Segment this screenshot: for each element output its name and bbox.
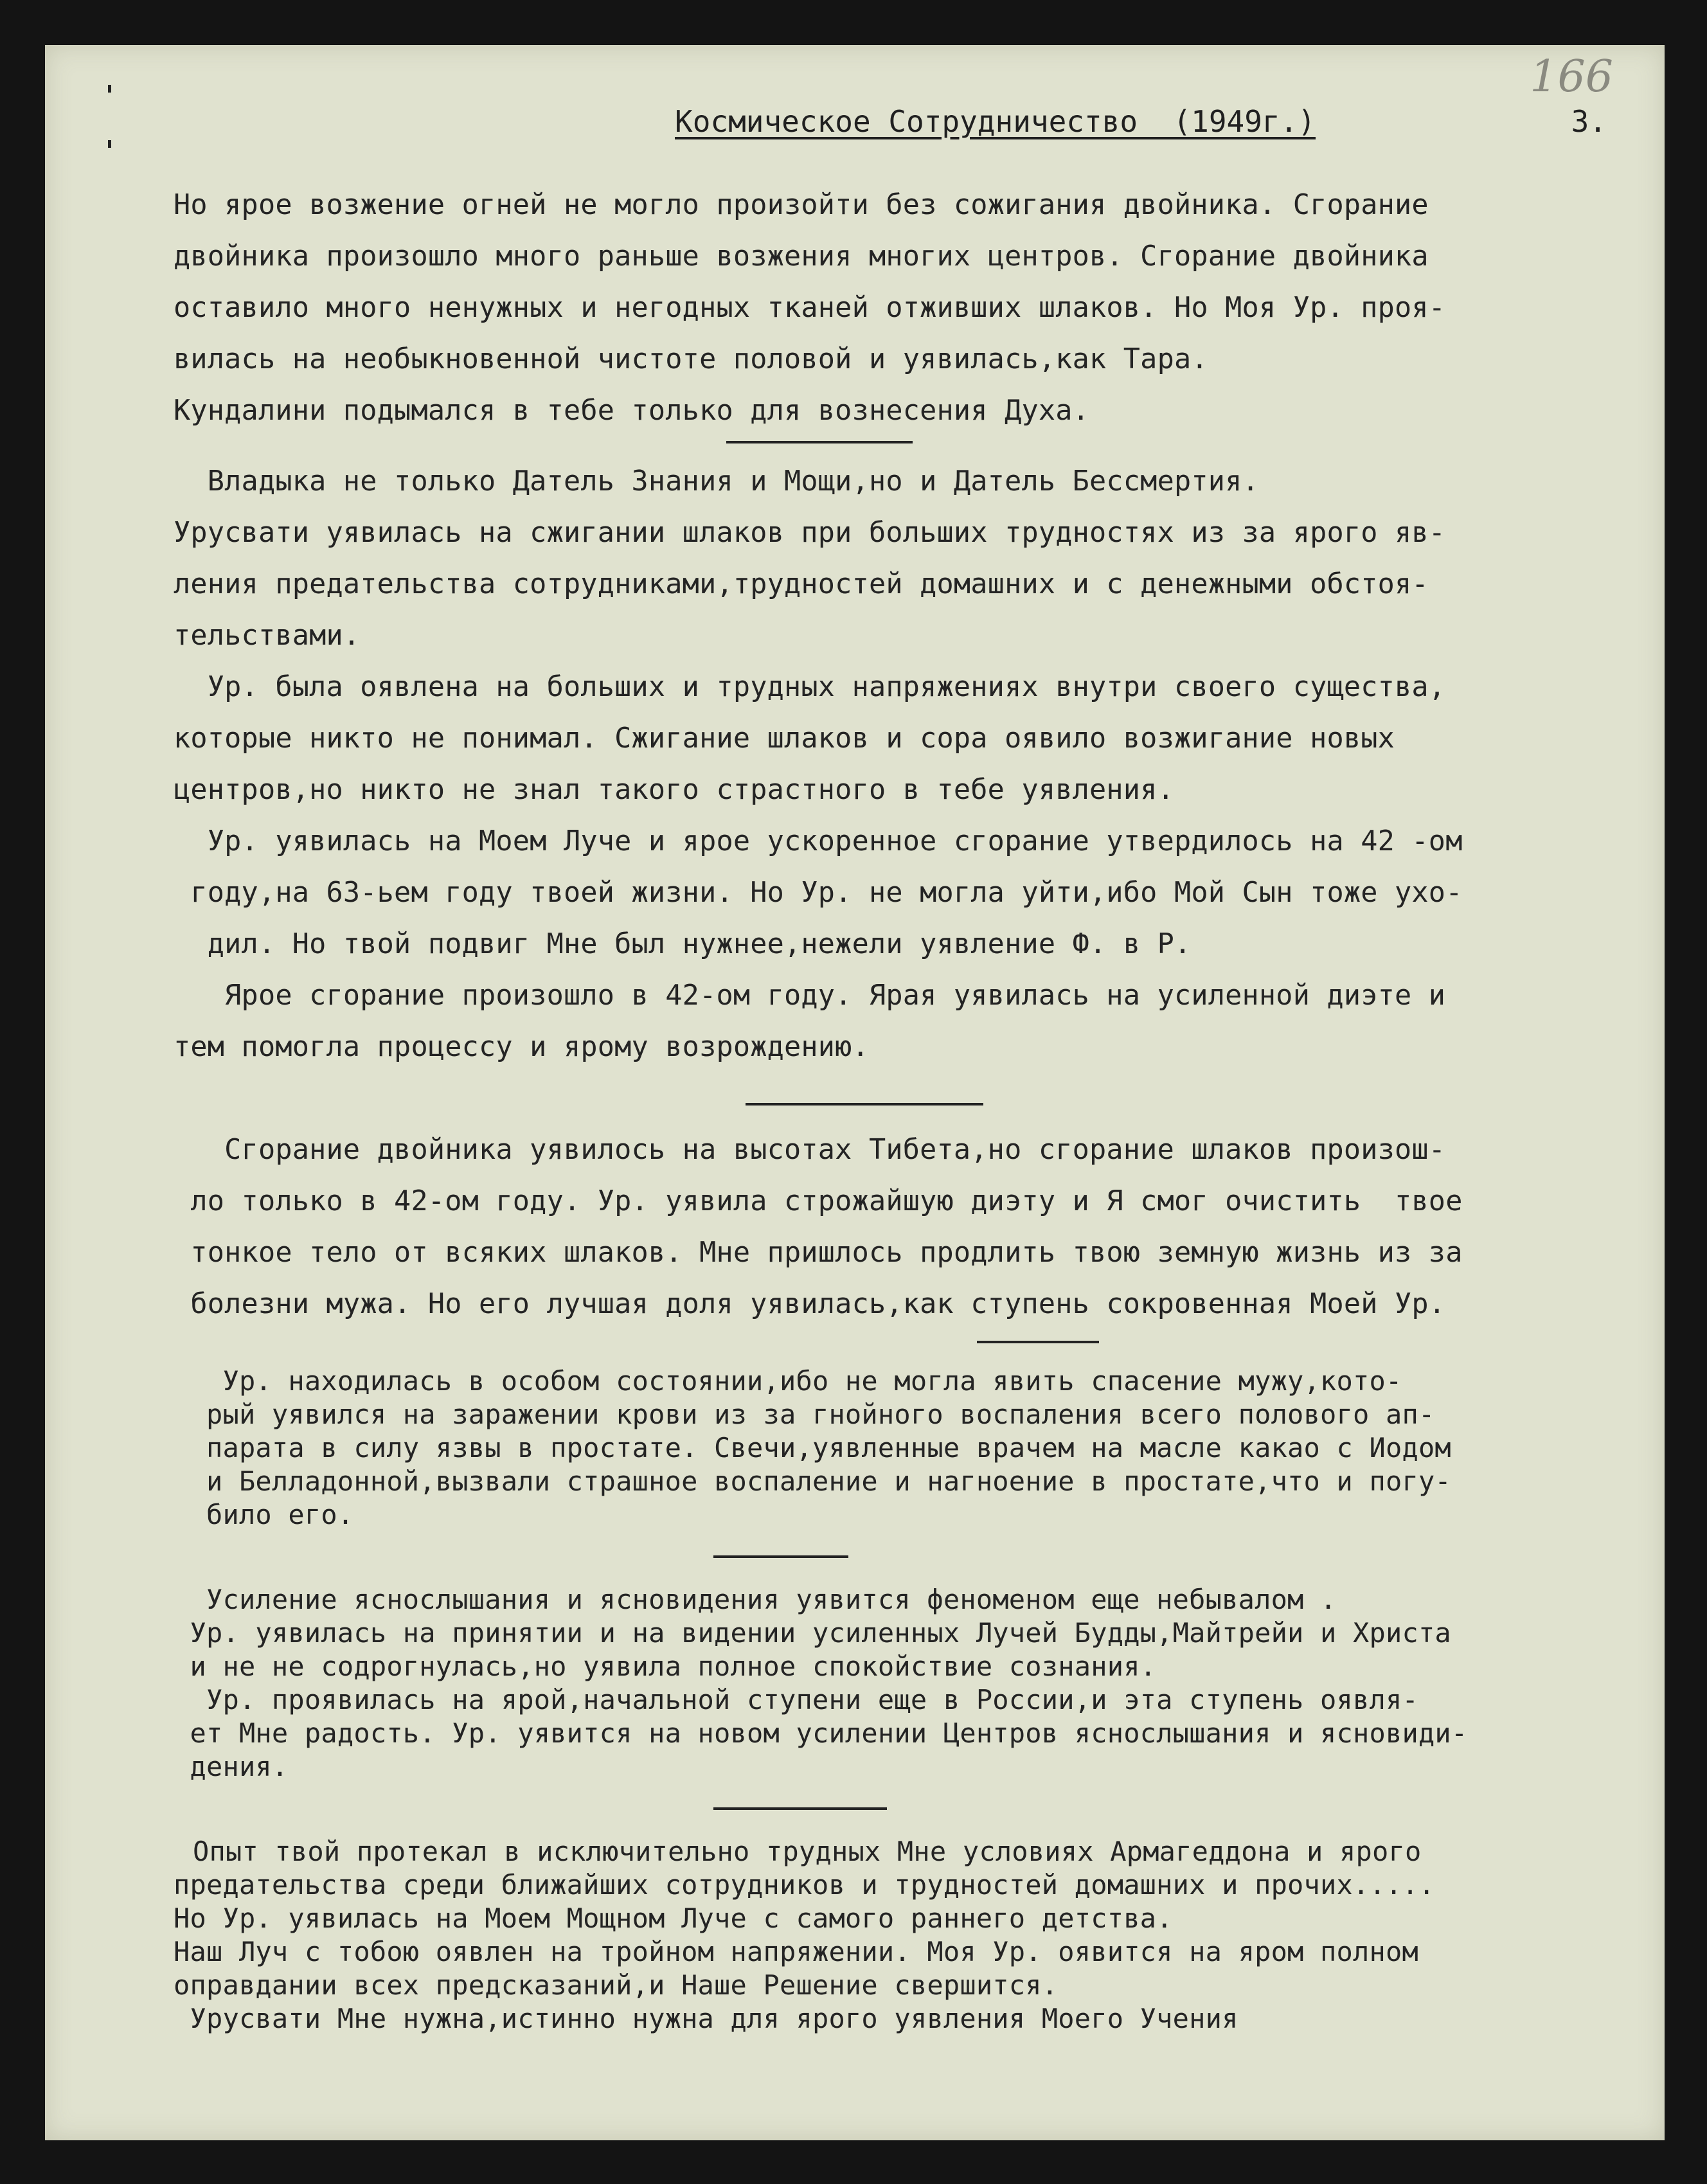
- text-line: Усиление яснослышания и ясновидения уявится феноменом еще небывалом .: [174, 1584, 1337, 1615]
- text-line: тем помогла процессу и ярому возрождению.: [174, 1031, 869, 1063]
- text-line: Владыка не только Датель Знания и Мощи,но и Датель Бессмертия.: [174, 465, 1259, 497]
- text-line: которые никто не понимал. Сжигание шлаков и сора оявило возжигание новых: [174, 722, 1395, 755]
- text-line: Наш Луч с тобою оявлен на тройном напряжении. Моя Ур. оявится на яром полном: [174, 1936, 1418, 1967]
- text-line: вилась на необыкновенной чистоте половой и уявилась,как Тара.: [174, 343, 1208, 375]
- text-line: парата в силу язвы в простате. Свечи,уявленные врачем на масле какао с Иодом: [174, 1432, 1451, 1463]
- text-line: дения.: [174, 1751, 289, 1782]
- text-line: Сгорание двойника уявилось на высотах Тибета,но сгорание шлаков произош-: [174, 1134, 1446, 1166]
- text-line: центров,но никто не знал такого страстного в тебе уявления.: [174, 774, 1174, 806]
- text-line: Ярое сгорание произошло в 42-ом году. Ярая уявилась на усиленной диэте и: [174, 980, 1446, 1012]
- text-line: Ур. уявилась на принятии и на видении усиленных Лучей Будды,Майтрейи и Христа: [174, 1617, 1451, 1649]
- section-divider: [726, 441, 913, 443]
- text-line: году,на 63-ьем году твоей жизни. Но Ур. не могла уйти,ибо Мой Сын тоже ухо-: [174, 877, 1463, 909]
- section-divider: [713, 1555, 848, 1558]
- text-line: двойника произошло много раньше возжения многих центров. Сгорание двойника: [174, 240, 1429, 273]
- section-divider: [746, 1103, 983, 1105]
- document-page: [45, 45, 1665, 2140]
- section-divider: [977, 1341, 1099, 1343]
- text-line: ления предательства сотрудниками,трудностей домашних и с денежными обстоя-: [174, 568, 1429, 600]
- text-line: Ур. уявилась на Моем Луче и ярое ускоренное сгорание утвердилось на 42 -ом: [174, 825, 1463, 857]
- text-line: болезни мужа. Но его лучшая доля уявилась,как ступень сокровенная Моей Ур.: [174, 1288, 1446, 1320]
- text-line: предательства среди ближайших сотрудников и трудностей домашних и прочих.....: [174, 1869, 1435, 1901]
- text-line: Урусвати уявилась на сжигании шлаков при больших трудностях из за ярого яв-: [174, 517, 1446, 549]
- text-line: рый уявился на заражении крови из за гнойного воспаления всего полового ап-: [174, 1399, 1435, 1430]
- binder-hole-mark: [108, 85, 111, 93]
- page-number: 3.: [1571, 104, 1607, 139]
- text-line: дил. Но твой подвиг Мне был нужнее,нежели уявление Ф. в Р.: [174, 928, 1192, 960]
- archive-page-number: 166: [1530, 51, 1613, 102]
- text-line: Но Ур. уявилась на Моем Мощном Луче с самого раннего детства.: [174, 1902, 1173, 1934]
- text-line: Но ярое возжение огней не могло произойти без сожигания двойника. Сгорание: [174, 189, 1429, 221]
- text-line: ло только в 42-ом году. Ур. уявила строжайшую диэту и Я смог очистить твое: [174, 1185, 1463, 1217]
- text-line: Ур. находилась в особом состоянии,ибо не могла явить спасение мужу,кото-: [174, 1365, 1402, 1397]
- text-line: Урусвати Мне нужна,истинно нужна для ярого уявления Моего Учения: [174, 2003, 1238, 2034]
- text-line: било его.: [174, 1499, 354, 1530]
- document-title: Космическое Сотрудничество (1949г.): [675, 104, 1316, 139]
- text-line: тонкое тело от всяких шлаков. Мне пришлось продлить твою земную жизнь из за: [174, 1237, 1463, 1269]
- binder-hole-mark: [108, 140, 111, 148]
- text-line: Ур. проявилась на ярой,начальной ступени еще в России,и эта ступень оявля-: [174, 1684, 1418, 1715]
- text-line: Опыт твой протекал в исключительно трудных Мне условиях Армагеддона и ярого: [193, 1836, 1422, 1867]
- text-line: тельствами.: [174, 620, 361, 652]
- text-line: оставило много ненужных и негодных тканей отживших шлаков. Но Моя Ур. проя-: [174, 292, 1446, 324]
- text-line: Кундалини подымался в тебе только для вознесения Духа.: [174, 395, 1090, 427]
- text-line: оправдании всех предсказаний,и Наше Решение свершится.: [174, 1969, 1059, 2001]
- text-line: ет Мне радость. Ур. уявится на новом усилении Центров яснослышания и ясновиди-: [174, 1717, 1468, 1749]
- section-divider: [713, 1807, 887, 1810]
- text-line: и не не содрогнулась,но уявила полное спокойствие сознания.: [174, 1651, 1157, 1682]
- text-line: Ур. была оявлена на больших и трудных напряжениях внутри своего существа,: [174, 671, 1446, 703]
- text-line: и Белладонной,вызвали страшное воспаление и нагноение в простате,что и погу-: [174, 1465, 1451, 1497]
